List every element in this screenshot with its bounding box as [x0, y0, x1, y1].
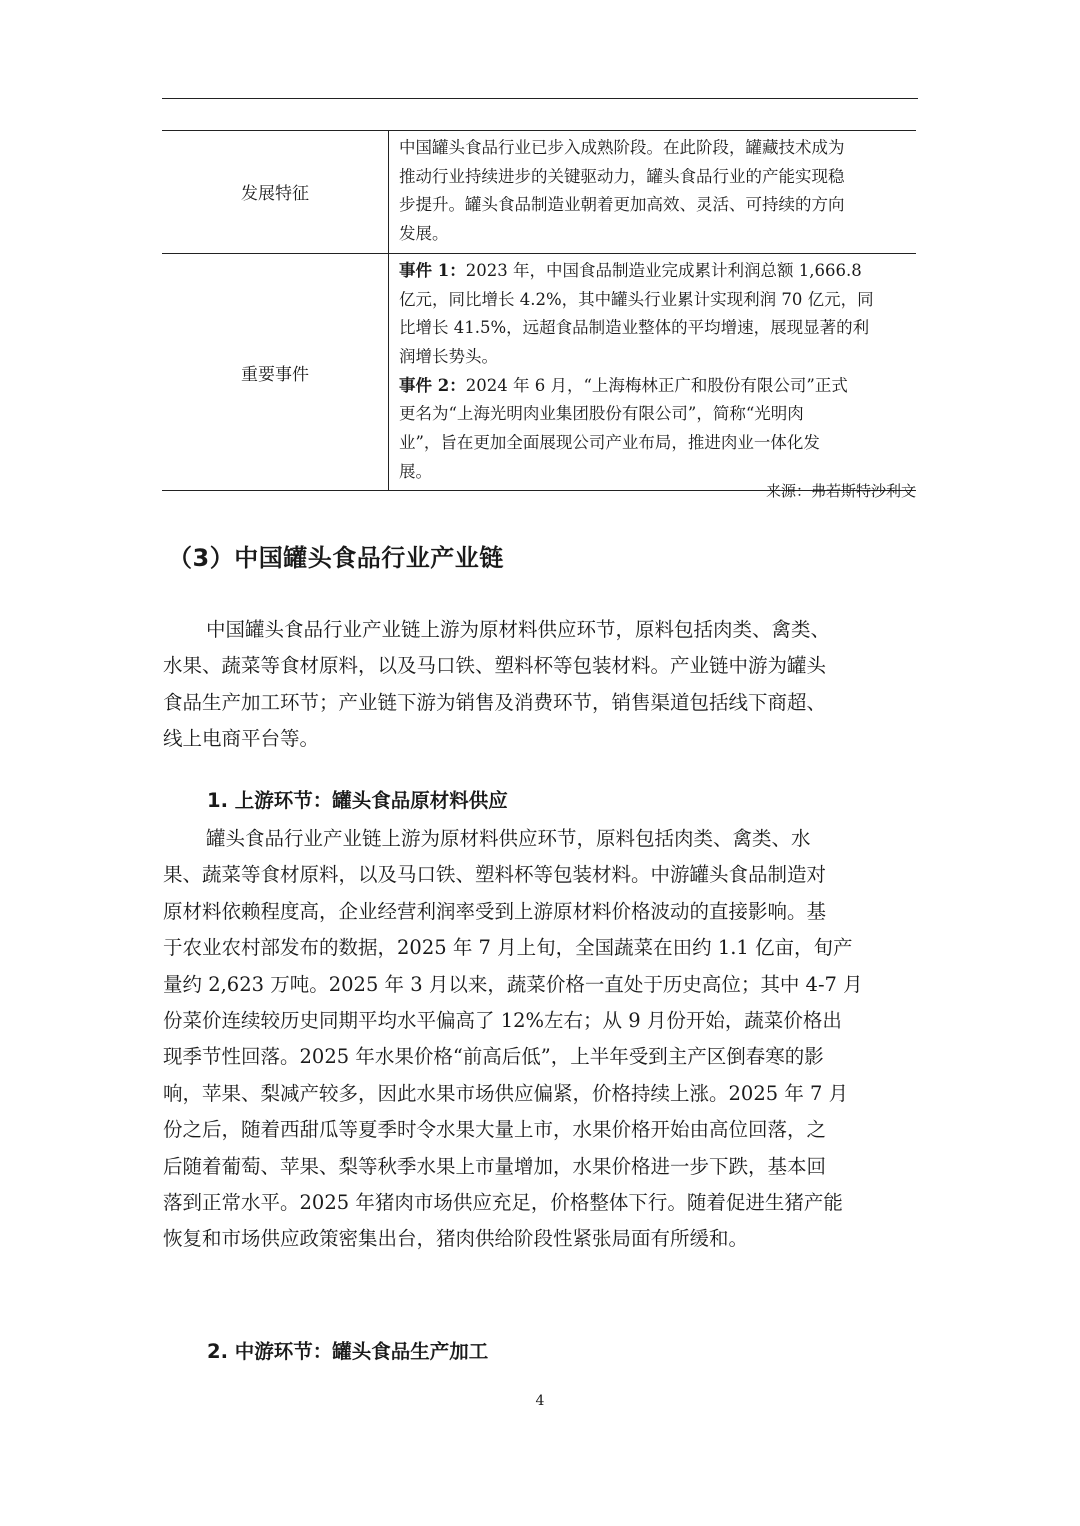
text-line: 更名为“上海光明肉业集团股份有限公司”，简称“光明肉 — [399, 404, 804, 424]
text-line: 现季节性回落。2025 年水果价格“前高后低”，上半年受到主产区倒春寒的影 — [163, 1045, 824, 1069]
text-line: 原材料依赖程度高，企业经营利润率受到上游原材料价格波动的直接影响。基 — [163, 899, 827, 923]
text-line: 恢复和市场供应政策密集出台，猪肉供给阶段性紧张局面有所缓和。 — [163, 1227, 749, 1251]
page-number: 4 — [535, 1393, 545, 1409]
info-table — [162, 130, 916, 491]
text-line: 中国罐头食品行业已步入成熟阶段。在此阶段，罐藏技术成为 — [399, 138, 845, 157]
table-row — [162, 253, 916, 491]
table-label-development: 发展特征 — [162, 131, 389, 254]
text-line: 业”，旨在更加全面展现公司产业布局，推进肉业一体化发 — [399, 433, 820, 453]
text-line: 于农业农村部发布的数据，2025 年 7 月上旬，全国蔬菜在田约 1.1 亿亩，旬产 — [163, 936, 853, 960]
text-line: 响，苹果、梨减产较多，因此水果市场供应偏紧，价格持续上涨。2025 年 7 月 — [163, 1081, 849, 1105]
text-line: 展。 — [399, 461, 432, 481]
event-1-tag: 事件 1： — [399, 260, 466, 280]
event-2-text: 2024 年 6 月，“上海梅林正广和股份有限公司”正式 — [465, 375, 848, 395]
text-line: 亿元，同比增长 4.2%，其中罐头行业累计实现利润 70 亿元，同 — [399, 289, 874, 309]
text-line: 推动行业持续进步的关键驱动力，罐头食品行业的产能实现稳 — [399, 166, 845, 186]
table-row — [162, 131, 916, 254]
text-line: 比增长 41.5%，远超食品制造业整体的平均增速，展现显著的利 — [399, 318, 870, 338]
subheading-midstream: 2. 中游环节：罐头食品生产加工 — [207, 1340, 489, 1363]
text-line: 后随着葡萄、苹果、梨等秋季水果上市量增加，水果价格进一步下跌，基本回 — [163, 1154, 827, 1178]
event-1-text: 2023 年，中国食品制造业完成累计利润总额 1,666.8 — [465, 260, 862, 280]
text-line: 量约 2,623 万吨。2025 年 3 月以来，蔬菜价格一直处于历史高位；其中 4-7 月 — [163, 972, 863, 996]
text-line: 果、蔬菜等食材原料，以及马口铁、塑料杯等包装材料。中游罐头食品制造对 — [163, 863, 827, 887]
table-content-development — [389, 131, 917, 254]
text-line — [399, 257, 908, 286]
text-line: 润增长势头。 — [399, 346, 498, 366]
event-2-tag: 事件 2： — [399, 375, 466, 395]
table-label-events: 重要事件 — [162, 253, 389, 491]
table-content-events — [389, 253, 917, 491]
text-line: 线上电商平台等。 — [163, 727, 320, 751]
text-line — [399, 372, 908, 401]
section-heading: （3）中国罐头食品行业产业链 — [168, 544, 504, 572]
text-line: 份菜价连续较历史同期平均水平偏高了 12%左右；从 9 月份开始，蔬菜价格出 — [163, 1009, 842, 1033]
header-rule — [162, 98, 918, 99]
text-line: 发展。 — [399, 224, 449, 244]
text-line: 罐头食品行业产业链上游为原材料供应环节，原料包括肉类、禽类、水 — [206, 827, 811, 850]
table-source: 来源：弗若斯特沙利文 — [765, 482, 916, 500]
text-line: 份之后，随着西甜瓜等夏季时令水果大量上市，水果价格开始由高位回落，之 — [163, 1118, 827, 1142]
paragraph-upstream — [163, 821, 917, 1258]
text-line: 步提升。罐头食品制造业朝着更加高效、灵活、可持续的方向 — [399, 195, 845, 215]
text-line: 落到正常水平。2025 年猪肉市场供应充足，价格整体下行。随着促进生猪产能 — [163, 1191, 843, 1215]
text-line: 中国罐头食品行业产业链上游为原材料供应环节，原料包括肉类、禽类、 — [206, 618, 831, 641]
text-line: 水果、蔬菜等食材原料，以及马口铁、塑料杯等包装材料。产业链中游为罐头 — [163, 654, 827, 678]
paragraph-intro — [163, 612, 917, 758]
subheading-upstream: 1. 上游环节：罐头食品原材料供应 — [207, 789, 508, 812]
text-line: 食品生产加工环节；产业链下游为销售及消费环节，销售渠道包括线下商超、 — [163, 690, 827, 714]
